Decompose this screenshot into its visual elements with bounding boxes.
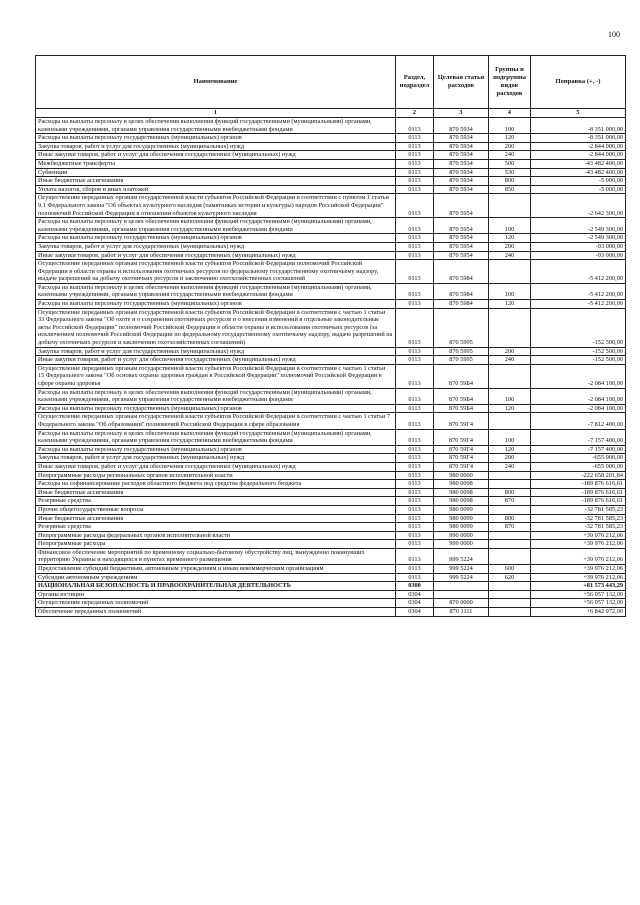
row-amount-cell: +6 842 972,00 [531,608,626,617]
row-amount-cell: +81 573 443,29 [531,582,626,591]
header-article: Целевая статья расходов [434,56,489,109]
row-amount-cell: -7 812 400,00 [531,413,626,429]
row-amount-cell: -2 844 000,00 [531,151,626,160]
table-row [36,548,626,564]
row-section-cell: 0113 [396,159,434,168]
row-article-cell: 980 0098 [434,480,489,489]
row-type-cell [489,548,531,564]
row-section-cell: 0304 [396,599,434,608]
row-type-cell [489,599,531,608]
row-type-cell: 800 [489,488,531,497]
row-name-cell: Расходы на выплаты персоналу в целях обеспечения выполнения функций государственными (муниципальными) органами, казенными учреждениями, органами управления государственными внебюджетными фондами [36,283,396,299]
table-row [36,505,626,514]
row-article-cell: 870 5995 [434,356,489,365]
row-section-cell: 0304 [396,590,434,599]
row-section-cell: 0113 [396,185,434,194]
row-name-cell: Закупка товаров, работ и услуг для государственных (муниципальных) нужд [36,142,396,151]
table-row [36,142,626,151]
row-type-cell: 120 [489,234,531,243]
table-row [36,300,626,309]
row-section-cell: 0113 [396,462,434,471]
table-row [36,497,626,506]
row-type-cell [489,505,531,514]
row-amount-cell: -2 549 300,00 [531,218,626,234]
row-amount-cell: -152 500,00 [531,356,626,365]
row-name-cell: Закупка товаров, работ и услуг для государственных (муниципальных) нужд [36,454,396,463]
row-article-cell: 870 5934 [434,177,489,186]
table-row [36,194,626,218]
row-type-cell: 120 [489,445,531,454]
row-amount-cell: -5 000,00 [531,185,626,194]
row-section-cell: 0113 [396,260,434,284]
row-name-cell: Непрограммные расходы региональных органов исполнительной власти [36,471,396,480]
table-row [36,471,626,480]
row-type-cell: 870 [489,497,531,506]
row-name-cell: Расходы на выплаты персоналу государственных (муниципальных) органов [36,234,396,243]
row-amount-cell: -2 549 300,00 [531,234,626,243]
row-article-cell: 870 59Г4 [434,413,489,429]
row-name-cell: Расходы на софинансирование расходов областного бюджета под средства федерального бюджета [36,480,396,489]
row-amount-cell: -2 642 300,00 [531,194,626,218]
row-name-cell: Иные закупки товаров, работ и услуг для обеспечения государственных (муниципальных) нужд [36,356,396,365]
row-section-cell: 0113 [396,548,434,564]
row-name-cell: Иные закупки товаров, работ и услуг для обеспечения государственных (муниципальных) нужд [36,151,396,160]
row-type-cell: 100 [489,118,531,134]
table-row [36,242,626,251]
row-section-cell: 0113 [396,118,434,134]
row-section-cell: 0113 [396,142,434,151]
table-row [36,356,626,365]
table-row [36,347,626,356]
table-row [36,599,626,608]
row-amount-cell: +39 976 212,06 [531,573,626,582]
row-amount-cell: -93 000,00 [531,242,626,251]
row-name-cell: Иные бюджетные ассигнования [36,488,396,497]
row-section-cell: 0113 [396,454,434,463]
row-section-cell: 0113 [396,497,434,506]
row-article-cell: 870 5934 [434,159,489,168]
row-type-cell [489,582,531,591]
table-row [36,514,626,523]
row-type-cell [489,531,531,540]
row-type-cell: 870 [489,523,531,532]
row-name-cell: Осуществление переданных органам государственной власти субъектов Российской Федерации в соответствии с частью 1 статьи 33 Федерального закона "Об охоте и о сохранении охотничьих ресурсов и о внесении изменений в отдельные законодательные акты Российской Федерации" полномочий Российской Федерации в области охраны и использования охотничьих ресурсов (за исключением полномочий Российской Федерации по федеральному государственному охотничьему надзору, выдаче разрешений на добычу охотничьих ресурсов и заключению охотхозяйственных соглашений) [36,308,396,347]
row-article-cell: 980 0098 [434,497,489,506]
row-amount-cell: +39 976 212,06 [531,565,626,574]
row-type-cell [489,194,531,218]
row-name-cell: Расходы на выплаты персоналу государственных (муниципальных) органов [36,445,396,454]
table-row [36,488,626,497]
row-article-cell: 870 5995 [434,308,489,347]
row-article-cell: 870 5934 [434,118,489,134]
row-name-cell: Расходы на выплаты персоналу в целях обеспечения выполнения функций государственными (муниципальными) органами, казенными учреждениями, органами управления государственными внебюджетными фондами [36,388,396,404]
row-amount-cell: -2 844 000,00 [531,142,626,151]
row-amount-cell: -152 500,00 [531,308,626,347]
row-section-cell: 0113 [396,242,434,251]
table-row [36,608,626,617]
table-row [36,565,626,574]
row-amount-cell: -5 000,00 [531,177,626,186]
row-type-cell: 200 [489,142,531,151]
row-section-cell: 0113 [396,218,434,234]
row-type-cell: 120 [489,404,531,413]
row-name-cell: Расходы на выплаты персоналу в целях обеспечения выполнения функций государственными (муниципальными) органами, казенными учреждениями, органами управления государственными внебюджетными фондами [36,429,396,445]
row-article-cell: 870 5954 [434,218,489,234]
row-name-cell: Уплата налогов, сборов и иных платежей [36,185,396,194]
row-name-cell: Прочие общегосударственные вопросы [36,505,396,514]
row-type-cell [489,308,531,347]
row-section-cell: 0113 [396,364,434,388]
table-row [36,234,626,243]
row-type-cell [489,471,531,480]
table-row [36,168,626,177]
row-amount-cell: -7 157 400,00 [531,429,626,445]
row-amount-cell: +56 057 132,00 [531,590,626,599]
table-row [36,151,626,160]
row-article-cell: 999 5224 [434,573,489,582]
row-amount-cell: -5 412 200,00 [531,283,626,299]
row-section-cell: 0113 [396,514,434,523]
row-name-cell: НАЦИОНАЛЬНАЯ БЕЗОПАСНОСТЬ И ПРАВООХРАНИТЕЛЬНАЯ ДЕЯТЕЛЬНОСТЬ [36,582,396,591]
table-row [36,540,626,549]
row-type-cell [489,540,531,549]
row-type-cell: 240 [489,356,531,365]
row-article-cell: 870 59Б4 [434,388,489,404]
row-article-cell: 870 5934 [434,151,489,160]
row-article-cell: 999 0000 [434,540,489,549]
row-type-cell: 240 [489,151,531,160]
row-name-cell: Предоставление субсидий бюджетным, автономным учреждениям и иным некоммерческим организациям [36,565,396,574]
row-section-cell: 0113 [396,151,434,160]
row-article-cell: 870 0000 [434,599,489,608]
row-amount-cell: -32 781 585,23 [531,505,626,514]
row-article-cell: 870 5954 [434,251,489,260]
row-amount-cell: -32 781 585,23 [531,523,626,532]
row-section-cell: 0113 [396,404,434,413]
row-type-cell [489,608,531,617]
row-type-cell [489,590,531,599]
row-section-cell: 0113 [396,565,434,574]
row-article-cell: 870 59Б4 [434,404,489,413]
row-article-cell: 999 5224 [434,548,489,564]
row-name-cell: Резервные средства [36,497,396,506]
table-row [36,218,626,234]
row-article-cell: 980 0099 [434,523,489,532]
table-row [36,364,626,388]
row-article-cell: 980 0099 [434,514,489,523]
row-section-cell: 0113 [396,505,434,514]
row-section-cell: 0113 [396,523,434,532]
table-row [36,260,626,284]
table-row [36,177,626,186]
row-article-cell: 870 5984 [434,283,489,299]
row-article-cell: 870 59Г4 [434,454,489,463]
row-name-cell: Иные закупки товаров, работ и услуг для обеспечения государственных (муниципальных) нужд [36,462,396,471]
row-section-cell: 0113 [396,531,434,540]
budget-amendments-table [35,55,626,617]
row-name-cell: Расходы на выплаты персоналу государственных (муниципальных) органов [36,300,396,309]
row-section-cell: 0113 [396,168,434,177]
row-name-cell: Расходы на выплаты персоналу в целях обеспечения выполнения функций государственными (муниципальными) органами, казенными учреждениями, органами управления государственными внебюджетными фондами [36,118,396,134]
row-amount-cell: -189 876 616,61 [531,480,626,489]
row-article-cell: 980 0099 [434,505,489,514]
table-row [36,531,626,540]
row-section-cell: 0113 [396,480,434,489]
header-type: Группы и подгруппы видов расходов [489,56,531,109]
row-type-cell: 100 [489,283,531,299]
row-article-cell: 870 5954 [434,194,489,218]
row-name-cell: Иные закупки товаров, работ и услуг для обеспечения государственных (муниципальных) нужд [36,251,396,260]
row-name-cell: Непрограммные расходы [36,540,396,549]
row-type-cell: 500 [489,159,531,168]
row-type-cell: 530 [489,168,531,177]
row-section-cell: 0113 [396,388,434,404]
row-amount-cell: -2 084 100,00 [531,404,626,413]
row-article-cell: 990 0000 [434,531,489,540]
row-name-cell: Обеспечение переданных полномочий [36,608,396,617]
table-row [36,590,626,599]
row-article-cell: 980 0000 [434,471,489,480]
table-row [36,445,626,454]
row-article-cell: 999 5224 [434,565,489,574]
row-amount-cell: -152 500,00 [531,347,626,356]
row-amount-cell: -32 781 585,23 [531,514,626,523]
table-row [36,251,626,260]
row-amount-cell: -655 000,00 [531,454,626,463]
row-type-cell: 240 [489,251,531,260]
row-amount-cell: +39 976 212,06 [531,548,626,564]
row-type-cell: 800 [489,514,531,523]
row-section-cell: 0113 [396,413,434,429]
row-article-cell: 870 5995 [434,347,489,356]
row-amount-cell: -8 351 000,00 [531,118,626,134]
table-row [36,523,626,532]
row-type-cell: 100 [489,388,531,404]
row-section-cell: 0113 [396,300,434,309]
table-row [36,462,626,471]
table-row [36,185,626,194]
row-amount-cell: -5 412 200,00 [531,260,626,284]
row-type-cell: 100 [489,429,531,445]
row-article-cell: 980 0098 [434,488,489,497]
table-row [36,283,626,299]
row-type-cell: 100 [489,218,531,234]
row-section-cell: 0113 [396,308,434,347]
row-amount-cell: -7 157 400,00 [531,445,626,454]
header-name: Наименование [36,56,396,109]
row-article-cell: 870 59Б4 [434,364,489,388]
row-amount-cell: -8 351 000,00 [531,134,626,143]
column-number: 1 [36,109,396,118]
row-article-cell: 870 5934 [434,168,489,177]
column-number: 4 [489,109,531,118]
row-type-cell: 600 [489,565,531,574]
row-section-cell: 0304 [396,608,434,617]
header-section: Раздел, подраздел [396,56,434,109]
row-name-cell: Закупка товаров, работ и услуг для государственных (муниципальных) нужд [36,242,396,251]
table-row [36,429,626,445]
row-type-cell: 200 [489,347,531,356]
row-amount-cell: +56 057 132,00 [531,599,626,608]
row-type-cell [489,413,531,429]
row-section-cell: 0113 [396,445,434,454]
table-row [36,582,626,591]
row-type-cell: 120 [489,134,531,143]
row-amount-cell: -222 658 201,84 [531,471,626,480]
table-row [36,118,626,134]
row-name-cell: Закупка товаров, работ и услуг для государственных (муниципальных) нужд [36,347,396,356]
row-article-cell: 870 59Г4 [434,462,489,471]
row-type-cell [489,260,531,284]
row-type-cell: 120 [489,300,531,309]
table-row [36,159,626,168]
row-article-cell: 870 59Г4 [434,429,489,445]
row-article-cell [434,590,489,599]
row-name-cell: Субвенции [36,168,396,177]
row-name-cell: Резервные средства [36,523,396,532]
row-name-cell: Иные бюджетные ассигнования [36,177,396,186]
row-section-cell: 0113 [396,347,434,356]
row-article-cell: 870 5934 [434,134,489,143]
row-section-cell: 0113 [396,283,434,299]
row-article-cell: 870 5984 [434,300,489,309]
row-section-cell: 0113 [396,573,434,582]
header-amount: Поправка (+, -) [531,56,626,109]
row-amount-cell: -5 412 200,00 [531,300,626,309]
row-amount-cell: -189 876 616,61 [531,488,626,497]
row-type-cell: 200 [489,454,531,463]
table-row [36,404,626,413]
row-amount-cell: -43 482 400,00 [531,159,626,168]
table-row [36,134,626,143]
table-row [36,454,626,463]
row-type-cell: 620 [489,573,531,582]
row-section-cell: 0113 [396,194,434,218]
row-section-cell: 0113 [396,251,434,260]
row-section-cell: 0113 [396,540,434,549]
row-amount-cell: -43 482 400,00 [531,168,626,177]
table-row [36,573,626,582]
row-article-cell: 870 1111 [434,608,489,617]
table-body [36,118,626,617]
row-section-cell: 0113 [396,234,434,243]
column-number: 3 [434,109,489,118]
row-amount-cell: -189 876 616,61 [531,497,626,506]
row-type-cell: 800 [489,177,531,186]
row-name-cell: Непрограммные расходы федеральных органов исполнительной власти [36,531,396,540]
table-row [36,308,626,347]
row-amount-cell: -2 084 100,00 [531,388,626,404]
row-name-cell: Органы юстиции [36,590,396,599]
row-type-cell: 240 [489,462,531,471]
row-amount-cell: -655 000,00 [531,462,626,471]
column-numbers-row [36,109,626,118]
row-section-cell: 0113 [396,488,434,497]
row-name-cell: Осуществление переданных органам государственной власти субъектов Российской Федерации в соответствии с пунктом 1 статьи 9.1 Федерального закона "Об объектах культурного наследия (памятниках истории и культуры) народов Российской Федерации" полномочий Российской Федерации в отношении объектов культурного наследия [36,194,396,218]
table-row [36,480,626,489]
table-header-row [36,56,626,109]
row-name-cell: Расходы на выплаты персоналу в целях обеспечения выполнения функций государственными (муниципальными) органами, казенными учреждениями, органами управления государственными внебюджетными фондами [36,218,396,234]
row-name-cell: Расходы на выплаты персоналу государственных (муниципальных) органов [36,404,396,413]
table-row [36,388,626,404]
row-name-cell: Иные бюджетные ассигнования [36,514,396,523]
row-name-cell: Осуществление переданных органам государственной власти субъектов Российской Федерации полномочий Российской Федерации в области охраны и использования охотничьих ресурсов по федеральному государственному охотничьему надзору, выдаче разрешений на добычу охотничьих ресурсов и заключению охотхозяйственных соглашений [36,260,396,284]
row-article-cell: 870 5934 [434,185,489,194]
row-article-cell [434,582,489,591]
row-article-cell: 870 5954 [434,234,489,243]
row-section-cell: 0113 [396,471,434,480]
row-amount-cell: +39 976 212,06 [531,531,626,540]
table-row [36,413,626,429]
row-article-cell: 870 5984 [434,260,489,284]
row-section-cell: 0113 [396,177,434,186]
row-type-cell [489,480,531,489]
row-name-cell: Расходы на выплаты персоналу государственных (муниципальных) органов [36,134,396,143]
column-number: 2 [396,109,434,118]
row-name-cell: Осуществление переданных органам государственной власти субъектов Российской Федерации в соответствии с частью 1 статьи 7 Федерального закона "Об образовании" полномочий Российской Федерации в сфере образования [36,413,396,429]
column-number: 5 [531,109,626,118]
row-name-cell: Субсидии автономным учреждениям [36,573,396,582]
row-section-cell: 0113 [396,429,434,445]
row-type-cell: 850 [489,185,531,194]
row-amount-cell: +39 976 212,06 [531,540,626,549]
row-section-cell: 0113 [396,356,434,365]
row-article-cell: 870 5954 [434,242,489,251]
row-name-cell: Осуществление переданных органам государственной власти субъектов Российской Федерации в соответствии с частью 1 статьи 15 Федерального закона "Об основах охраны здоровья граждан в Российской Федерации" полномочий Российской Федерации в сфере охраны здоровья [36,364,396,388]
page-number: 100 [608,30,620,39]
row-amount-cell: -93 000,00 [531,251,626,260]
row-name-cell: Межбюджетные трансферты [36,159,396,168]
row-article-cell: 870 5934 [434,142,489,151]
row-article-cell: 870 59Г4 [434,445,489,454]
row-section-cell: 0300 [396,582,434,591]
row-section-cell: 0113 [396,134,434,143]
row-name-cell: Осуществление переданных полномочий [36,599,396,608]
row-type-cell [489,364,531,388]
row-type-cell: 200 [489,242,531,251]
row-name-cell: Финансовое обеспечение мероприятий по временному социально-бытовому обустройству лиц, вынужденно покинувших территорию Украины и находящихся в пунктах временного размещения [36,548,396,564]
row-amount-cell: -2 084 100,00 [531,364,626,388]
